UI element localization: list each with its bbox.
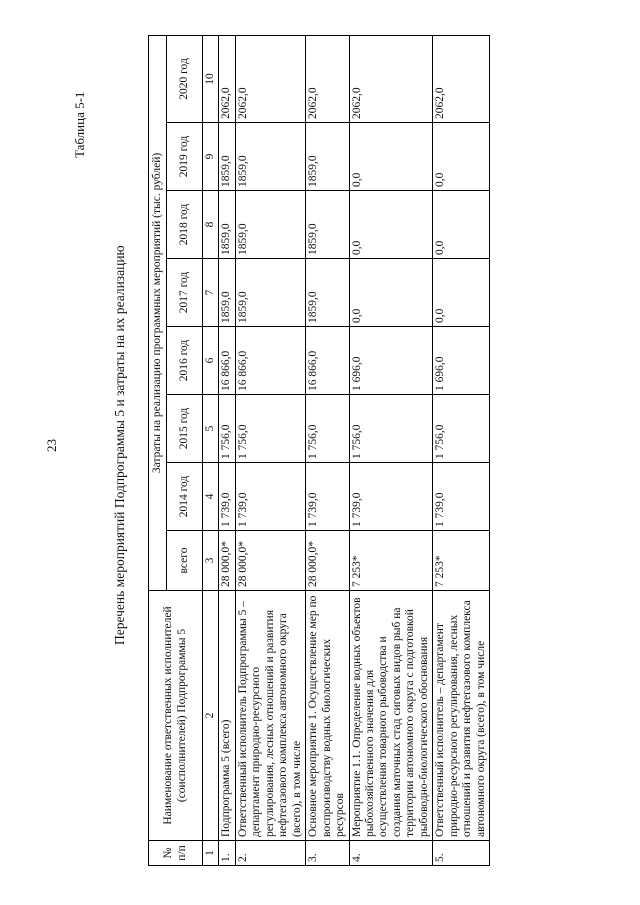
row-num: 4. — [349, 841, 433, 866]
row-name: Ответственный исполнитель Подпрограммы 5 – департамент природно-ресурсного регулирования, лесных отношений и развития нефтегазового комплекса автономного округа (всего), в том числе — [235, 591, 305, 841]
page-title: Перечень мероприятий Подпрограммы 5 и затраты на их реализацию — [112, 245, 127, 645]
row-num: 1. — [219, 841, 235, 866]
row-value: 1 756,0 — [349, 395, 433, 463]
row-value: 1 739,0 — [349, 463, 433, 531]
column-number: 9 — [203, 123, 219, 191]
row-value: 1 756,0 — [306, 395, 349, 463]
row-name: Ответственный исполнитель – департамент природно-ресурсного регулирования, лесных отношений и развития нефтегазового комплекса автономного округа (всего), в том числе — [433, 591, 490, 841]
row-num: 5. — [433, 841, 490, 866]
row-value: 2062,0 — [433, 35, 490, 122]
row-value: 1859,0 — [235, 259, 305, 327]
row-value: 1 696,0 — [349, 327, 433, 395]
row-value: 2062,0 — [219, 35, 235, 122]
header-year: 2015 год — [167, 395, 203, 463]
table-row — [219, 35, 235, 865]
row-value: 0,0 — [433, 123, 490, 191]
row-value: 1859,0 — [235, 123, 305, 191]
row-value: 1 739,0 — [235, 463, 305, 531]
row-total: 28 000,0* — [219, 531, 235, 591]
row-value: 1859,0 — [219, 259, 235, 327]
table-row — [349, 35, 433, 865]
header-year: 2017 год — [167, 259, 203, 327]
column-number: 4 — [203, 463, 219, 531]
row-name: Мероприятие 1.1. Определение водных объектов рыбохозяйственного значения для осуществления товарного рыбоводства и создания маточных стад сиговых видов рыб на территории автономного округа с подготовкой рыбоводно-биологического обоснования — [349, 591, 433, 841]
row-value: 1 739,0 — [306, 463, 349, 531]
header-year: 2016 год — [167, 327, 203, 395]
row-value: 1859,0 — [235, 191, 305, 259]
row-value: 2062,0 — [349, 35, 433, 122]
row-value: 1859,0 — [306, 259, 349, 327]
table-label: Таблица 5-1 — [72, 91, 87, 158]
column-number-row — [203, 35, 219, 865]
header-year: 2018 год — [167, 191, 203, 259]
header-total: всего — [167, 531, 203, 591]
row-value: 0,0 — [433, 191, 490, 259]
table-row — [235, 35, 305, 865]
column-number: 7 — [203, 259, 219, 327]
header-name: Наименование ответственных исполнителей (соисполнителей) Подпрограммы 5 — [149, 591, 203, 841]
table-row — [306, 35, 349, 865]
header-costs: Затраты на реализацию программных мероприятий (тыс. рублей) — [149, 35, 167, 590]
row-value: 16 866,0 — [306, 327, 349, 395]
header-year: 2019 год — [167, 123, 203, 191]
row-name: Основное мероприятие 1. Осуществление мер по воспроизводству водных биологических ресурсов — [306, 591, 349, 841]
row-value: 2062,0 — [306, 35, 349, 122]
column-number: 1 — [203, 841, 219, 866]
table-row — [433, 35, 490, 865]
page-number: 23 — [44, 439, 59, 452]
row-num: 2. — [235, 841, 305, 866]
row-num: 3. — [306, 841, 349, 866]
row-value: 1 696,0 — [433, 327, 490, 395]
row-value: 1859,0 — [219, 191, 235, 259]
row-total: 7 253* — [349, 531, 433, 591]
column-number: 10 — [203, 35, 219, 122]
row-value: 2062,0 — [235, 35, 305, 122]
row-value: 16 866,0 — [219, 327, 235, 395]
row-total: 7 253* — [433, 531, 490, 591]
row-value: 1859,0 — [306, 123, 349, 191]
row-value: 1859,0 — [306, 191, 349, 259]
row-value: 1859,0 — [219, 123, 235, 191]
row-value: 0,0 — [349, 123, 433, 191]
header-num: № п/п — [149, 841, 203, 866]
costs-table — [148, 35, 490, 866]
column-number: 3 — [203, 531, 219, 591]
header-year: 2014 год — [167, 463, 203, 531]
column-number: 6 — [203, 327, 219, 395]
column-number: 2 — [203, 591, 219, 841]
rotated-table-area — [148, 36, 613, 866]
row-total: 28 000,0* — [306, 531, 349, 591]
row-value: 0,0 — [349, 191, 433, 259]
row-name: Подпрограмма 5 (всего) — [219, 591, 235, 841]
row-value: 1 756,0 — [235, 395, 305, 463]
row-value: 1 739,0 — [219, 463, 235, 531]
row-value: 0,0 — [433, 259, 490, 327]
row-total: 28 000,0* — [235, 531, 305, 591]
row-value: 1 756,0 — [219, 395, 235, 463]
row-value: 16 866,0 — [235, 327, 305, 395]
row-value: 1 756,0 — [433, 395, 490, 463]
row-value: 1 739,0 — [433, 463, 490, 531]
column-number: 5 — [203, 395, 219, 463]
header-year: 2020 год — [167, 35, 203, 122]
row-value: 0,0 — [349, 259, 433, 327]
column-number: 8 — [203, 191, 219, 259]
